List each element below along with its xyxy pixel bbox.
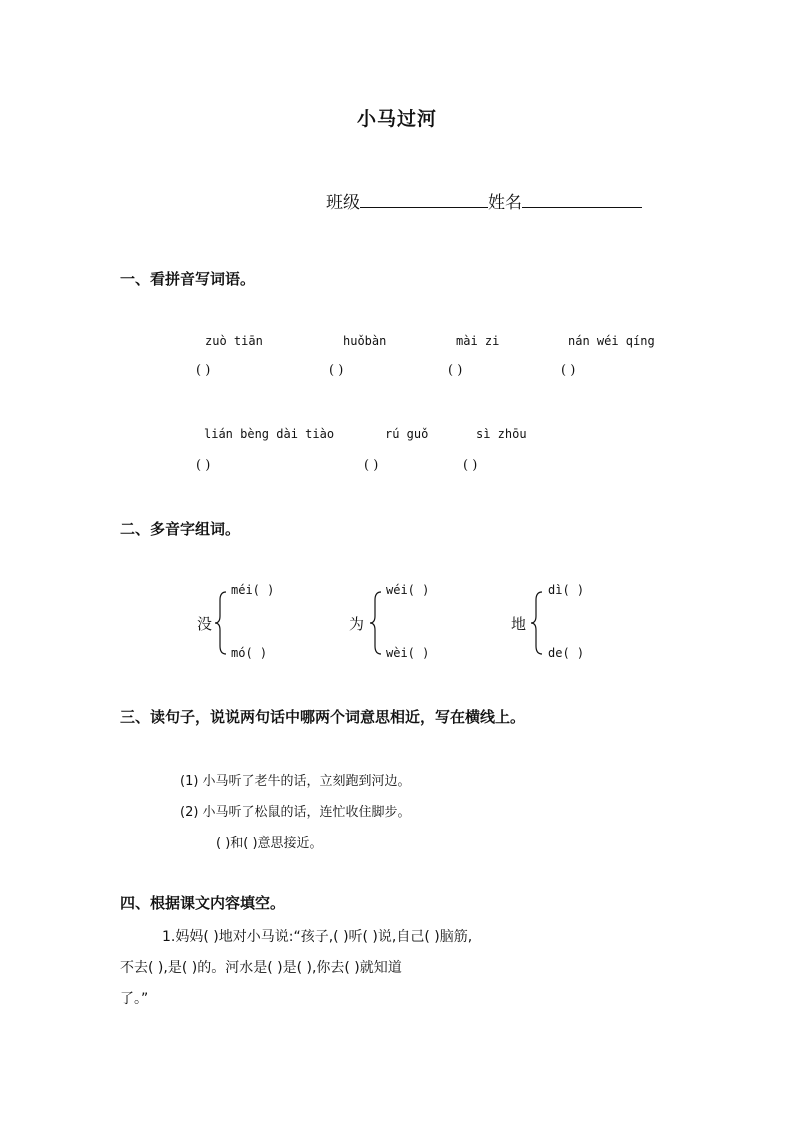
pinyin-item: rú guǒ: [385, 427, 429, 441]
section-4-heading: 四、根据课文内容填空。: [120, 894, 286, 912]
reading-bottom[interactable]: wèi( ): [386, 646, 430, 660]
page-title: 小马过河: [356, 108, 437, 130]
pinyin-item: mài zi: [456, 334, 500, 348]
answer-blank[interactable]: ( ): [196, 363, 211, 378]
fill-line-3: 了。”: [120, 991, 149, 1007]
pinyin-item: sì zhōu: [476, 427, 527, 441]
reading-bottom[interactable]: mó( ): [231, 646, 268, 660]
name-label: 姓名: [488, 193, 522, 213]
student-info: [326, 188, 642, 213]
polyphone-char: 没: [197, 615, 213, 633]
fill-line-1[interactable]: 1.妈妈( )地对小马说:“孩子,( )听( )说,自己( )脑筋,: [162, 929, 473, 945]
section-1-heading: 一、看拼音写词语。: [120, 270, 256, 288]
brace-icon: [530, 590, 544, 656]
reading-bottom[interactable]: de( ): [548, 646, 585, 660]
answer-blank[interactable]: ( ): [364, 458, 379, 473]
reading-top[interactable]: wéi( ): [386, 583, 430, 597]
class-blank[interactable]: [360, 189, 488, 208]
name-blank[interactable]: [522, 189, 642, 208]
reading-top[interactable]: méi( ): [231, 583, 275, 597]
answer-blank[interactable]: ( ): [196, 458, 211, 473]
answer-line[interactable]: ( )和( )意思接近。: [216, 836, 323, 851]
sentence-2: (2) 小马听了松鼠的话，连忙收住脚步。: [180, 805, 411, 820]
answer-blank[interactable]: ( ): [463, 458, 478, 473]
answer-blank[interactable]: ( ): [561, 363, 576, 378]
pinyin-item: lián bèng dài tiào: [204, 427, 335, 441]
sentence-1: (1) 小马听了老牛的话，立刻跑到河边。: [180, 774, 411, 789]
polyphone-char: 地: [511, 615, 527, 633]
answer-blank[interactable]: ( ): [329, 363, 344, 378]
section-2-heading: 二、多音字组词。: [120, 520, 241, 538]
pinyin-item: nán wéi qíng: [568, 334, 655, 348]
pinyin-item: huǒbàn: [343, 334, 387, 348]
answer-blank[interactable]: ( ): [448, 363, 463, 378]
class-label: 班级: [326, 193, 360, 213]
fill-line-2[interactable]: 不去( ),是( )的。河水是( )是( ),你去( )就知道: [120, 960, 402, 976]
reading-top[interactable]: dì( ): [548, 583, 585, 597]
section-3-heading: 三、读句子，说说两句话中哪两个词意思相近，写在横线上。: [120, 708, 526, 726]
pinyin-item: zuò tiān: [205, 334, 263, 348]
polyphone-char: 为: [349, 615, 365, 633]
brace-icon: [214, 590, 228, 656]
brace-icon: [369, 590, 383, 656]
